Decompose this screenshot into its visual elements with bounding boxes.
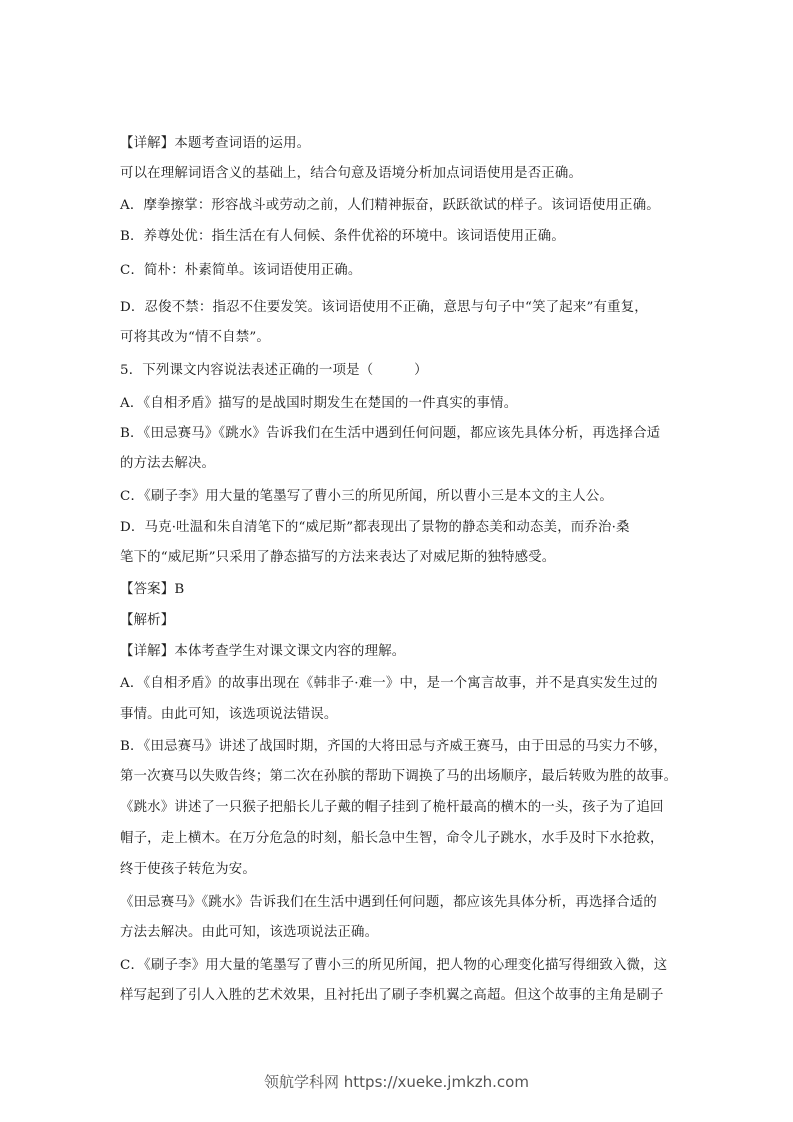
analysis-b-cont-1: 第一次赛马以失败告终；第二次在孙膑的帮助下调换了马的出场顺序，最后转败为胜的故事。	[120, 769, 678, 784]
analysis-label: 【解析】	[120, 613, 175, 628]
question-5-stem: 5．下列课文内容说法表述正确的一项是（ ）	[120, 363, 428, 378]
question-5-option-d: D．马克·吐温和朱自清笔下的“威尼斯”都表现出了景物的静态美和动态美，而乔治·桑	[120, 520, 630, 535]
question-5-option-a: A．《自相矛盾》描写的是战国时期发生在楚国的一件真实的事情。	[120, 396, 518, 411]
question-5-option-c: C．《刷子李》用大量的笔墨写了曹小三的所见所闻，所以曹小三是本文的主人公。	[120, 489, 614, 504]
detail-heading-2: 【详解】本体考查学生对课文课文内容的理解。	[120, 644, 406, 659]
analysis-b-cont-3: 帽子，走上横木。在万分危急的时刻，船长急中生智，命令儿子跳水，水手及时下水抢救，	[120, 831, 664, 846]
analysis-a: A．《自相矛盾》的故事出现在《韩非子·难一》中，是一个寓言故事，并不是真实发生过的	[120, 676, 658, 691]
option-d-explanation: D．忍俊不禁：指忍不住要发笑。该词语使用不正确，意思与句子中“笑了起来”有重复，	[120, 300, 648, 315]
option-b-explanation: B．养尊处优：指生活在有人伺候、条件优裕的环境中。该词语使用正确。	[120, 229, 565, 244]
answer-label: 【答案】B	[120, 582, 185, 597]
footer-watermark: 领航学科网 https://xueke.jmkzh.com	[264, 1073, 529, 1091]
analysis-c-cont: 样写起到了引人入胜的艺术效果，且衬托出了刷子李机翼之高超。但这个故事的主角是刷子	[120, 988, 664, 1003]
analysis-b-conclusion-cont: 方法去解决。由此可知，该选项说法正确。	[120, 925, 379, 940]
analysis-b-conclusion: 《田忌赛马》《跳水》告诉我们在生活中遇到任何问题，都应该先具体分析，再选择合适的	[120, 895, 657, 910]
detail-heading-1: 【详解】本题考查词语的运用。	[120, 136, 311, 151]
option-d-explanation-cont: 可将其改为“情不自禁”。	[120, 330, 270, 345]
analysis-c: C．《刷子李》用大量的笔墨写了曹小三的所见所闻，把人物的心理变化描写得细致入微，这	[120, 958, 668, 973]
analysis-b: B．《田忌赛马》讲述了战国时期，齐国的大将田忌与齐威王赛马，由于田忌的马实力不够，	[120, 739, 667, 754]
analysis-a-cont: 事情。由此可知，该选项说法错误。	[120, 707, 338, 722]
analysis-b-cont-4: 终于使孩子转危为安。	[120, 862, 256, 877]
question-5-option-b-cont: 的方法去解决。	[120, 456, 216, 471]
option-a-explanation: A．摩拳擦掌：形容战斗或劳动之前，人们精神振奋，跃跃欲试的样子。该词语使用正确。	[120, 198, 660, 213]
option-c-explanation: C．简朴：朴素简单。该词语使用正确。	[120, 263, 362, 278]
question-5-option-b: B．《田忌赛马》《跳水》告诉我们在生活中遇到任何问题，都应该先具体分析，再选择合适	[120, 426, 661, 441]
paragraph-line: 可以在理解词语含义的基础上，结合句意及语境分析加点词语使用是否正确。	[120, 166, 583, 181]
analysis-b-cont-2: 《跳水》讲述了一只猴子把船长儿子戴的帽子挂到了桅杆最高的横木的一头，孩子为了追回	[120, 800, 664, 815]
question-5-option-d-cont: 笔下的“威尼斯”只采用了静态描写的方法来表达了对威尼斯的独特感受。	[120, 550, 556, 565]
